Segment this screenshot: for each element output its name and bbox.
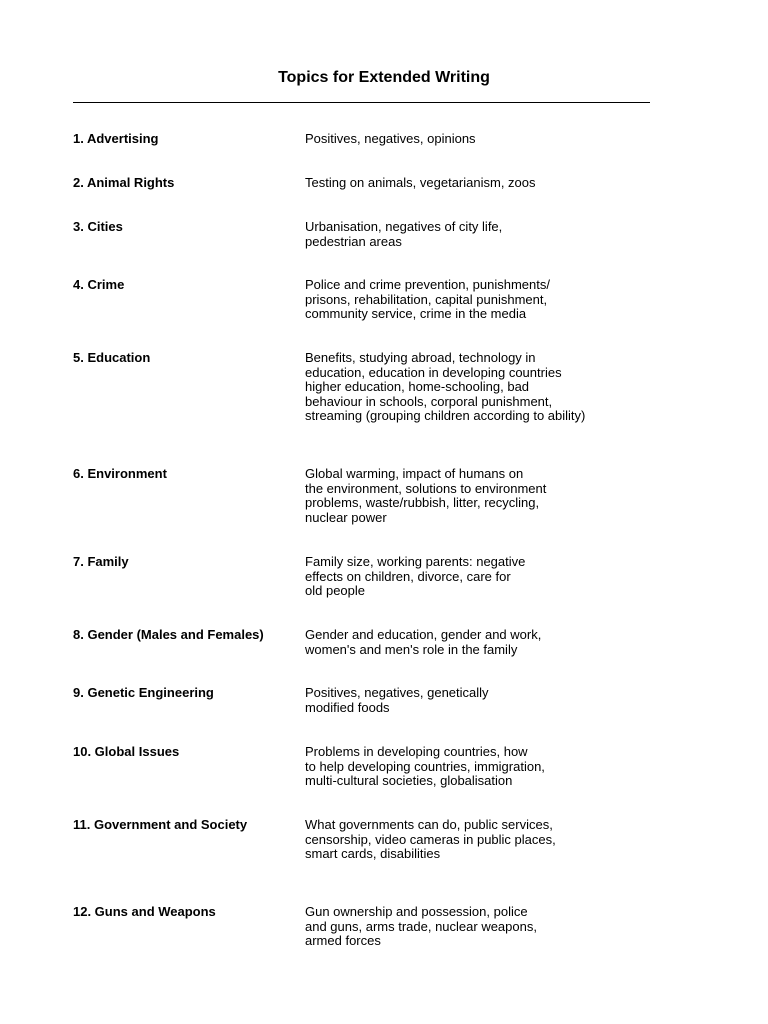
description-line: to help developing countries, immigration, [305,758,545,774]
topic-description [305,818,556,862]
description-line: Benefits, studying abroad, technology in [305,350,536,365]
topic-name: 4. Crime [73,277,125,292]
title-underline [73,102,650,103]
description-line: armed forces [305,933,381,949]
description-line: women's and men's role in the family [305,641,518,657]
topic-name: 9. Genetic Engineering [73,685,214,700]
topic-description [305,351,585,424]
topic-name: 8. Gender (Males and Females) [73,627,264,642]
description-line: Positives, negatives, opinions [305,131,476,146]
description-line: effects on children, divorce, care for [305,568,511,584]
description-line: behaviour in schools, corporal punishment, [305,393,553,409]
description-line: Testing on animals, vegetarianism, zoos [305,175,536,190]
description-line: multi-cultural societies, globalisation [305,773,513,789]
topic-description [305,220,502,249]
topic-name: 2. Animal Rights [73,175,175,190]
description-line: education, education in developing countries [305,364,562,380]
description-line: nuclear power [305,509,387,525]
topic-name: 5. Education [73,350,151,365]
description-line: problems, waste/rubbish, litter, recycling, [305,495,540,511]
topic-name: 11. Government and Society [73,817,248,832]
description-line: the environment, solutions to environment [305,480,547,496]
topic-description [305,132,476,147]
topic-name: 12. Guns and Weapons [73,904,216,919]
description-line: Family size, working parents: negative [305,554,526,569]
description-line: and guns, arms trade, nuclear weapons, [305,918,537,934]
description-line: Problems in developing countries, how [305,744,528,759]
topic-name: 1. Advertising [73,131,159,146]
topic-name: 7. Family [73,554,129,569]
description-line: Global warming, impact of humans on [305,466,524,481]
description-line: Positives, negatives, genetically [305,685,489,700]
description-line: streaming (grouping children according to ability) [305,408,586,424]
description-line: prisons, rehabilitation, capital punishment, [305,291,548,307]
description-line: community service, crime in the media [305,306,527,322]
topic-description [305,628,541,657]
description-line: What governments can do, public services, [305,817,553,832]
description-line: smart cards, disabilities [305,846,441,862]
topic-name: 6. Environment [73,466,167,481]
description-line: Gun ownership and possession, police [305,904,528,919]
topic-description [305,176,536,191]
topic-name: 10. Global Issues [73,744,180,759]
topic-description [305,278,550,322]
topic-description [305,745,545,789]
description-line: pedestrian areas [305,233,402,249]
description-line: Gender and education, gender and work, [305,627,542,642]
topic-description [305,555,525,599]
topic-description [305,686,489,715]
description-line: Urbanisation, negatives of city life, [305,219,503,234]
topic-name: 3. Cities [73,219,123,234]
topic-description [305,905,537,949]
page-title: Topics for Extended Writing [278,69,490,86]
description-line: Police and crime prevention, punishments/ [305,277,550,292]
description-line: modified foods [305,699,390,715]
description-line: higher education, home-schooling, bad [305,379,530,395]
topic-description [305,467,546,525]
description-line: censorship, video cameras in public places, [305,831,556,847]
description-line: old people [305,583,365,599]
